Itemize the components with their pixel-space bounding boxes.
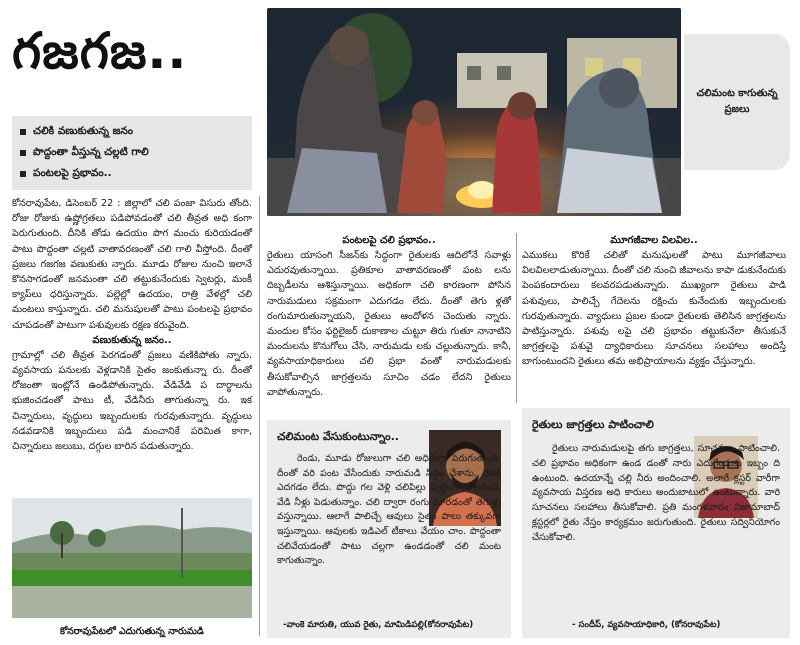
livestock-paragraph: ఎముకలు కొరికే చలితో మనుషులతో పాటు మూగజీవాలు విలవిలలాడుతున్నాయి. దీంతో చలి నుంచి జీవాలను కాపా డుకునేందుకు పెంపకందారులు కలవరపడుతున్నారు. ముఖ్యంగా రైతులు పాడి పశువులు, పాలిచ్చే గేదెలను రక్షించు కునేందుకు ఇబ్బందులకు గురవుతున్నారు. వ్యాధులు ప్రబల కుండా రైతులకు తెలిసిన జాగ్రత్తలను పాటిస్తున్నారు. పశువు లపై చలి ప్రభావం తట్టుకునేలా తీసుకునే జాగ్రత్తలపై పశువై ద్యాధికారులు సూచనలు సలహాలు అందిస్తే బాగుంటుందని రైతులు తమ అభిప్రాయాలను వ్యక్తం చేస్తున్నారు.	[522, 250, 786, 368]
column-crop-impact	[267, 233, 511, 400]
subhead-crop-impact: పంటలపై చలి ప్రభావం..	[342, 235, 436, 246]
column-divider	[259, 196, 260, 636]
highlight-text: చలికి వణుకుతున్న జనం	[33, 125, 134, 137]
highlights-box	[12, 116, 252, 190]
column-divider	[516, 233, 517, 403]
people-paragraph: గ్రామాల్లో చలి తీవ్రత పెరగడంతో ప్రజలు వణికిపోతు న్నారు. వ్యవసాయ పనులకు వెళ్లడానికి సైతం జంకుతున్నా రు. దీంతో రోజంతా ఇంట్లోనే ఉండిపోతున్నారు. వేడివేడి ప దార్థాలను భుజించడంతో పాటు టీ, వేడినీరు తాగుతున్నా రు. ఇక చిన్నారులు, వృద్ధులు ఇబ్బందులకు గురవుతున్నారు. వృద్ధులు నడవడానికి ఇబ్బందులు పడి మంచానికే పరిమిత కాగా, చిన్నారులు జలుబు, దగ్గుల బారిన పడుతున్నారు.	[12, 349, 252, 453]
highlight-item	[20, 142, 244, 163]
quote-text-upper	[277, 452, 501, 569]
column-livestock	[522, 233, 786, 370]
quote-box-officer	[522, 408, 790, 638]
highlight-item	[20, 163, 244, 184]
officer-signature: - సందీప్, వ్యవసాయాధికారి, (కోనరావుపేట)	[572, 620, 721, 630]
column-intro	[12, 196, 252, 454]
quote-signature: -వాంకె మారుతి, యువ రైతు, మామిడిపల్లి(కోనరావుపేట)	[283, 620, 474, 630]
photo-caption: చలిమంట కాగుతున్న ప్రజలు	[684, 34, 790, 170]
bullet-square-icon	[20, 150, 26, 156]
intro-paragraph: కోనరావుపేట, డిసెంబర్ 22 : జిల్లాలో చలి పంజా విసురు తోంది. రోజు రోజుకు ఉష్ణోగ్రతలు పడిపోవడంతో చలి తీవ్రత అధి కంగా పెరుగుతుంది. దీనికి తోడు ఉదయం పొగ మంచు కురియడంతో పాటు పొద్దంతా చల్లటి వాతావరణంతో చలి గాలి వీస్తోంది. దీంతో ప్రజలు గజగజ వణుకుతు న్నారు. మూడు రోజుల నుంచి ఇలానే కొనసాగడంతో జనమంతా చలి తట్టుకునేందుకు స్వెటర్లు, మంకీ క్యాప్‌లు ధరిస్తున్నారు. పల్లెల్లో ఉదయం, రాత్రి వేళల్లో చలి మంటలు కాస్తున్నారు. చలి మనుషులతో పాటు పంటలపై ప్రభావం చూపడంతో పాటుగా పశువులకు రక్షణ కరువైంది.	[12, 198, 252, 331]
bullet-square-icon	[20, 129, 26, 135]
nursery-photo-caption: కోనరావుపేటలో ఎదుగుతున్న నారుమడి	[60, 626, 204, 637]
highlight-text: పంటలపై ప్రభావం..	[33, 167, 112, 179]
officer-text	[532, 442, 780, 546]
subhead-livestock: మూగజీవాల విలవిల..	[610, 235, 698, 246]
quote-paragraph: రెండు, మూడు రోజులుగా చలి అధికంగా పెరుగుతుంది. దీంతో వరి పంట వేసేందుకు నారుమడి సిద్ధం చేశాను, చలికి ఎదగడం లేదు. పొద్దు గల వెళ్లి చలిపిల్లు పుట్టింగా తొలగించి, వేడి నీళ్లు పెడుతున్నాం. చలి ద్వారా రంగు మారడంతో తెగుళ్లు వస్తున్నాయి. ఆలాగే పాలిచ్చే ఆవులు సైతం పాలు తక్కువగా ఇస్తున్నాయి. ఆవులకు ఇడిఎల్ టీకాలు వేయం చాం. పొద్దంతా చలివేయడంతో పాటు చల్లగా ఉండడంతో చలి మంట కాగుతున్నాం.	[277, 453, 501, 567]
page-headline: గజగజ..	[12, 22, 188, 80]
nursery-field-photo	[12, 498, 252, 618]
officer-paragraph: రైతులు నారుమడులపై తగు జాగ్రత్తలు, సూచనలు పాటించాలి. చలి ప్రభావం అధికంగా ఉండ డంతో నారు ఎదుగేందుకు ఇబ్బం ది ఉంటుంది. ఉదయాన్నే చల్లి నీరు అందించాలి. అలాగే క్లస్టర్ వారీగా వ్యవసాయ విస్తరణ అధి కారులు అందుబాటులో ఉంటున్నారు. వారి సూచనలు సలహాలు తీసుకోవాలి. ప్రతి మంగళవారం నిజామాబాద్ క్లస్టర్లలో రైతు నేస్తం కార్యక్రమం జరుగుతుంది. రైతులు సద్వినియోగం చేసుకోవాలి.	[532, 443, 780, 543]
quote-title: చలిమంట వేసుకుంటున్నాం..	[277, 430, 399, 443]
bullet-square-icon	[20, 171, 26, 177]
highlight-item	[20, 121, 244, 142]
quote-title: రైతులు జాగ్రత్తలు పాటించాలి	[532, 418, 654, 431]
main-photo-bonfire	[267, 8, 681, 216]
highlight-text: పొద్దంతా వీస్తున్న చల్లటి గాలి	[33, 146, 149, 158]
crop-paragraph: రైతులు యాసంగి సీజన్‌కు సిద్ధంగా రైతులకు ఆదిలోనే సవాళ్లు ఎదురవుతున్నాయి. ప్రతికూల వాతావరణంతో పంట లను దిబ్బడీలను ఆశిస్తున్నాయి. అధికంగా చలి కారణంగా పోసిన నారుమడులు సక్రమంగా ఎదుగడం లేదు. దీంతో తెగు ళ్లతో రంగుమారుతున్నాయని, రైతులు ఆందోళన చెందుతు న్నారు. మందుల కోసం ఫర్టిలైజర్ దుకాణాల చుట్టూ తిరు గుతూ నానాటిని మందులను కొనుగోలు చేసి, నారుమడు లకు చల్లుతున్నారు. కానీ, వ్యవసాయాధికారులు చలి ప్రభా వంతో నారుమడులకు తీసుకోవాల్సిన జాగ్రత్తలను సూచిం చడం లేదని రైతులు వాపోతున్నారు.	[267, 250, 511, 398]
subhead-people-shivering: వణుకుతున్న జనం..	[92, 334, 172, 346]
quote-box-farmer	[267, 420, 511, 638]
